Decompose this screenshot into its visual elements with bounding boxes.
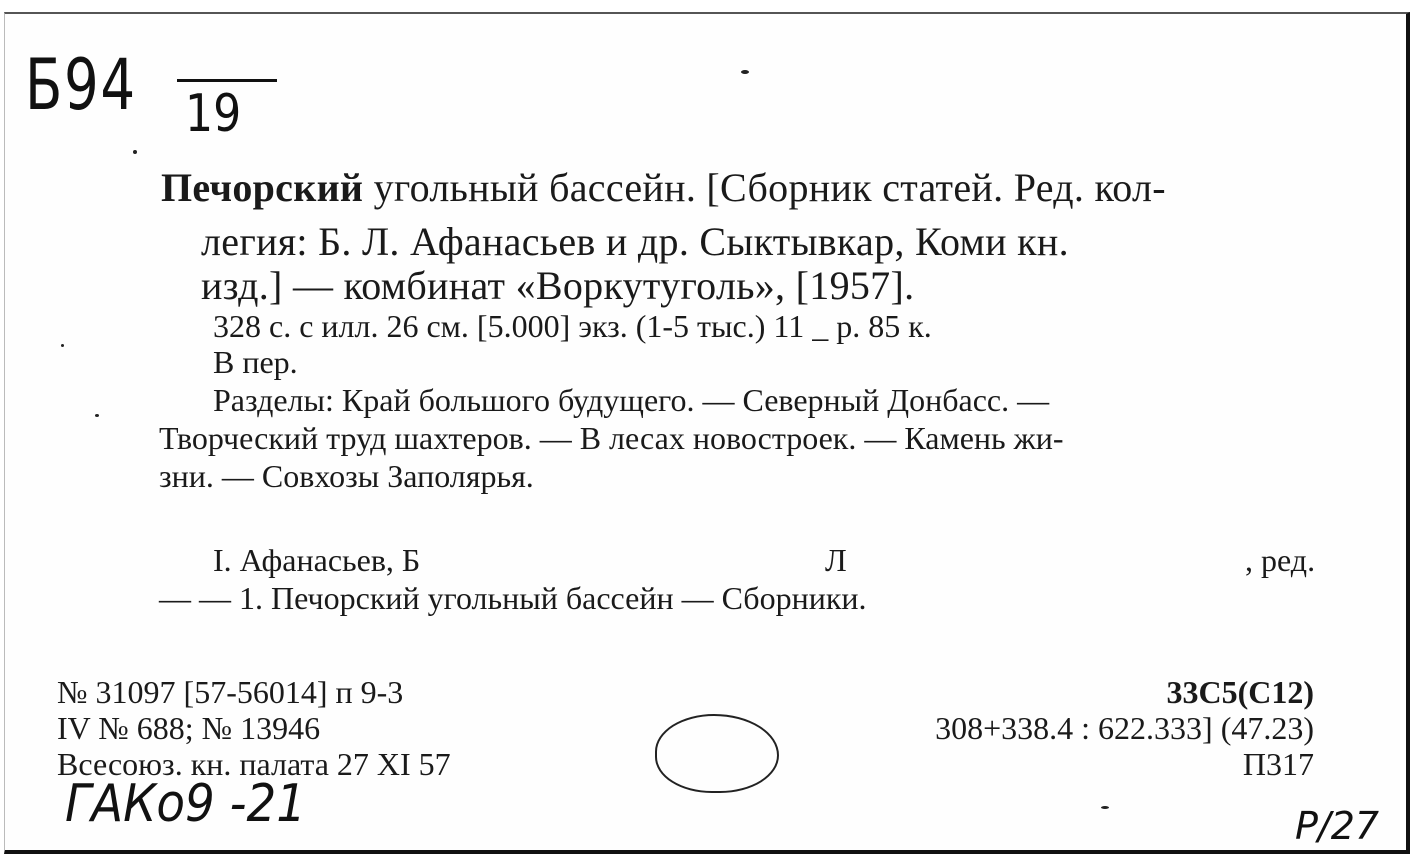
footer-left-3: Всесоюз. кн. палата 27 XI 57 <box>57 746 451 782</box>
title-line-2: легия: Б. Л. Афанасьев и др. Сыктывкар, Коми кн. <box>201 219 1069 264</box>
contents-line-2: Творческий труд шахтеров. — В лесах новостроек. — Камень жи- <box>159 420 1064 456</box>
tracing-initial: Л <box>825 542 847 578</box>
call-number-divider <box>177 79 277 82</box>
call-number-main: Б94 <box>25 44 137 126</box>
call-number-sub: 19 <box>185 84 242 144</box>
udc-code: 308+338.4 : 622.333] (47.23) <box>935 710 1314 746</box>
speck <box>95 414 99 417</box>
title-lead: Печорский <box>161 165 364 210</box>
tracing-editor: I. Афанасьев, Б <box>213 542 421 578</box>
physical-line-1: 328 с. с илл. 26 см. [5.000] экз. (1-5 тыс.) 11 _ р. 85 к. <box>213 308 932 344</box>
archive-code-handwritten: ГАКо9 -21 <box>65 774 307 834</box>
stamp-oval <box>655 714 779 793</box>
speck <box>1101 806 1109 809</box>
title-line-1 <box>161 164 1166 211</box>
title-line-1-rest: угольный бассейн. [Сборник статей. Ред. кол- <box>373 165 1166 210</box>
contents-line-1: Разделы: Край большого будущего. — Северный Донбасс. — <box>213 382 1050 418</box>
footer-left-1: № 31097 [57-56014] п 9-3 <box>57 674 404 710</box>
contents-line-3: зни. — Совхозы Заполярья. <box>159 458 534 494</box>
title-line-3: изд.] — комбинат «Воркутуголь», [1957]. <box>201 263 915 308</box>
author-mark: П317 <box>1242 746 1314 782</box>
tracing-role: , ред. <box>1245 542 1316 578</box>
catalog-card <box>4 12 1410 854</box>
tracing-subject: — — 1. Печорский угольный бассейн — Сборники. <box>159 580 867 616</box>
speck <box>133 150 137 154</box>
speck <box>741 70 749 74</box>
corner-note-handwritten: Р/27 <box>1295 804 1380 848</box>
physical-line-2: В пер. <box>213 344 298 380</box>
speck <box>61 344 64 347</box>
footer-left-2: IV № 688; № 13946 <box>57 710 321 746</box>
classification-code: 33С5(С12) <box>1166 674 1314 710</box>
